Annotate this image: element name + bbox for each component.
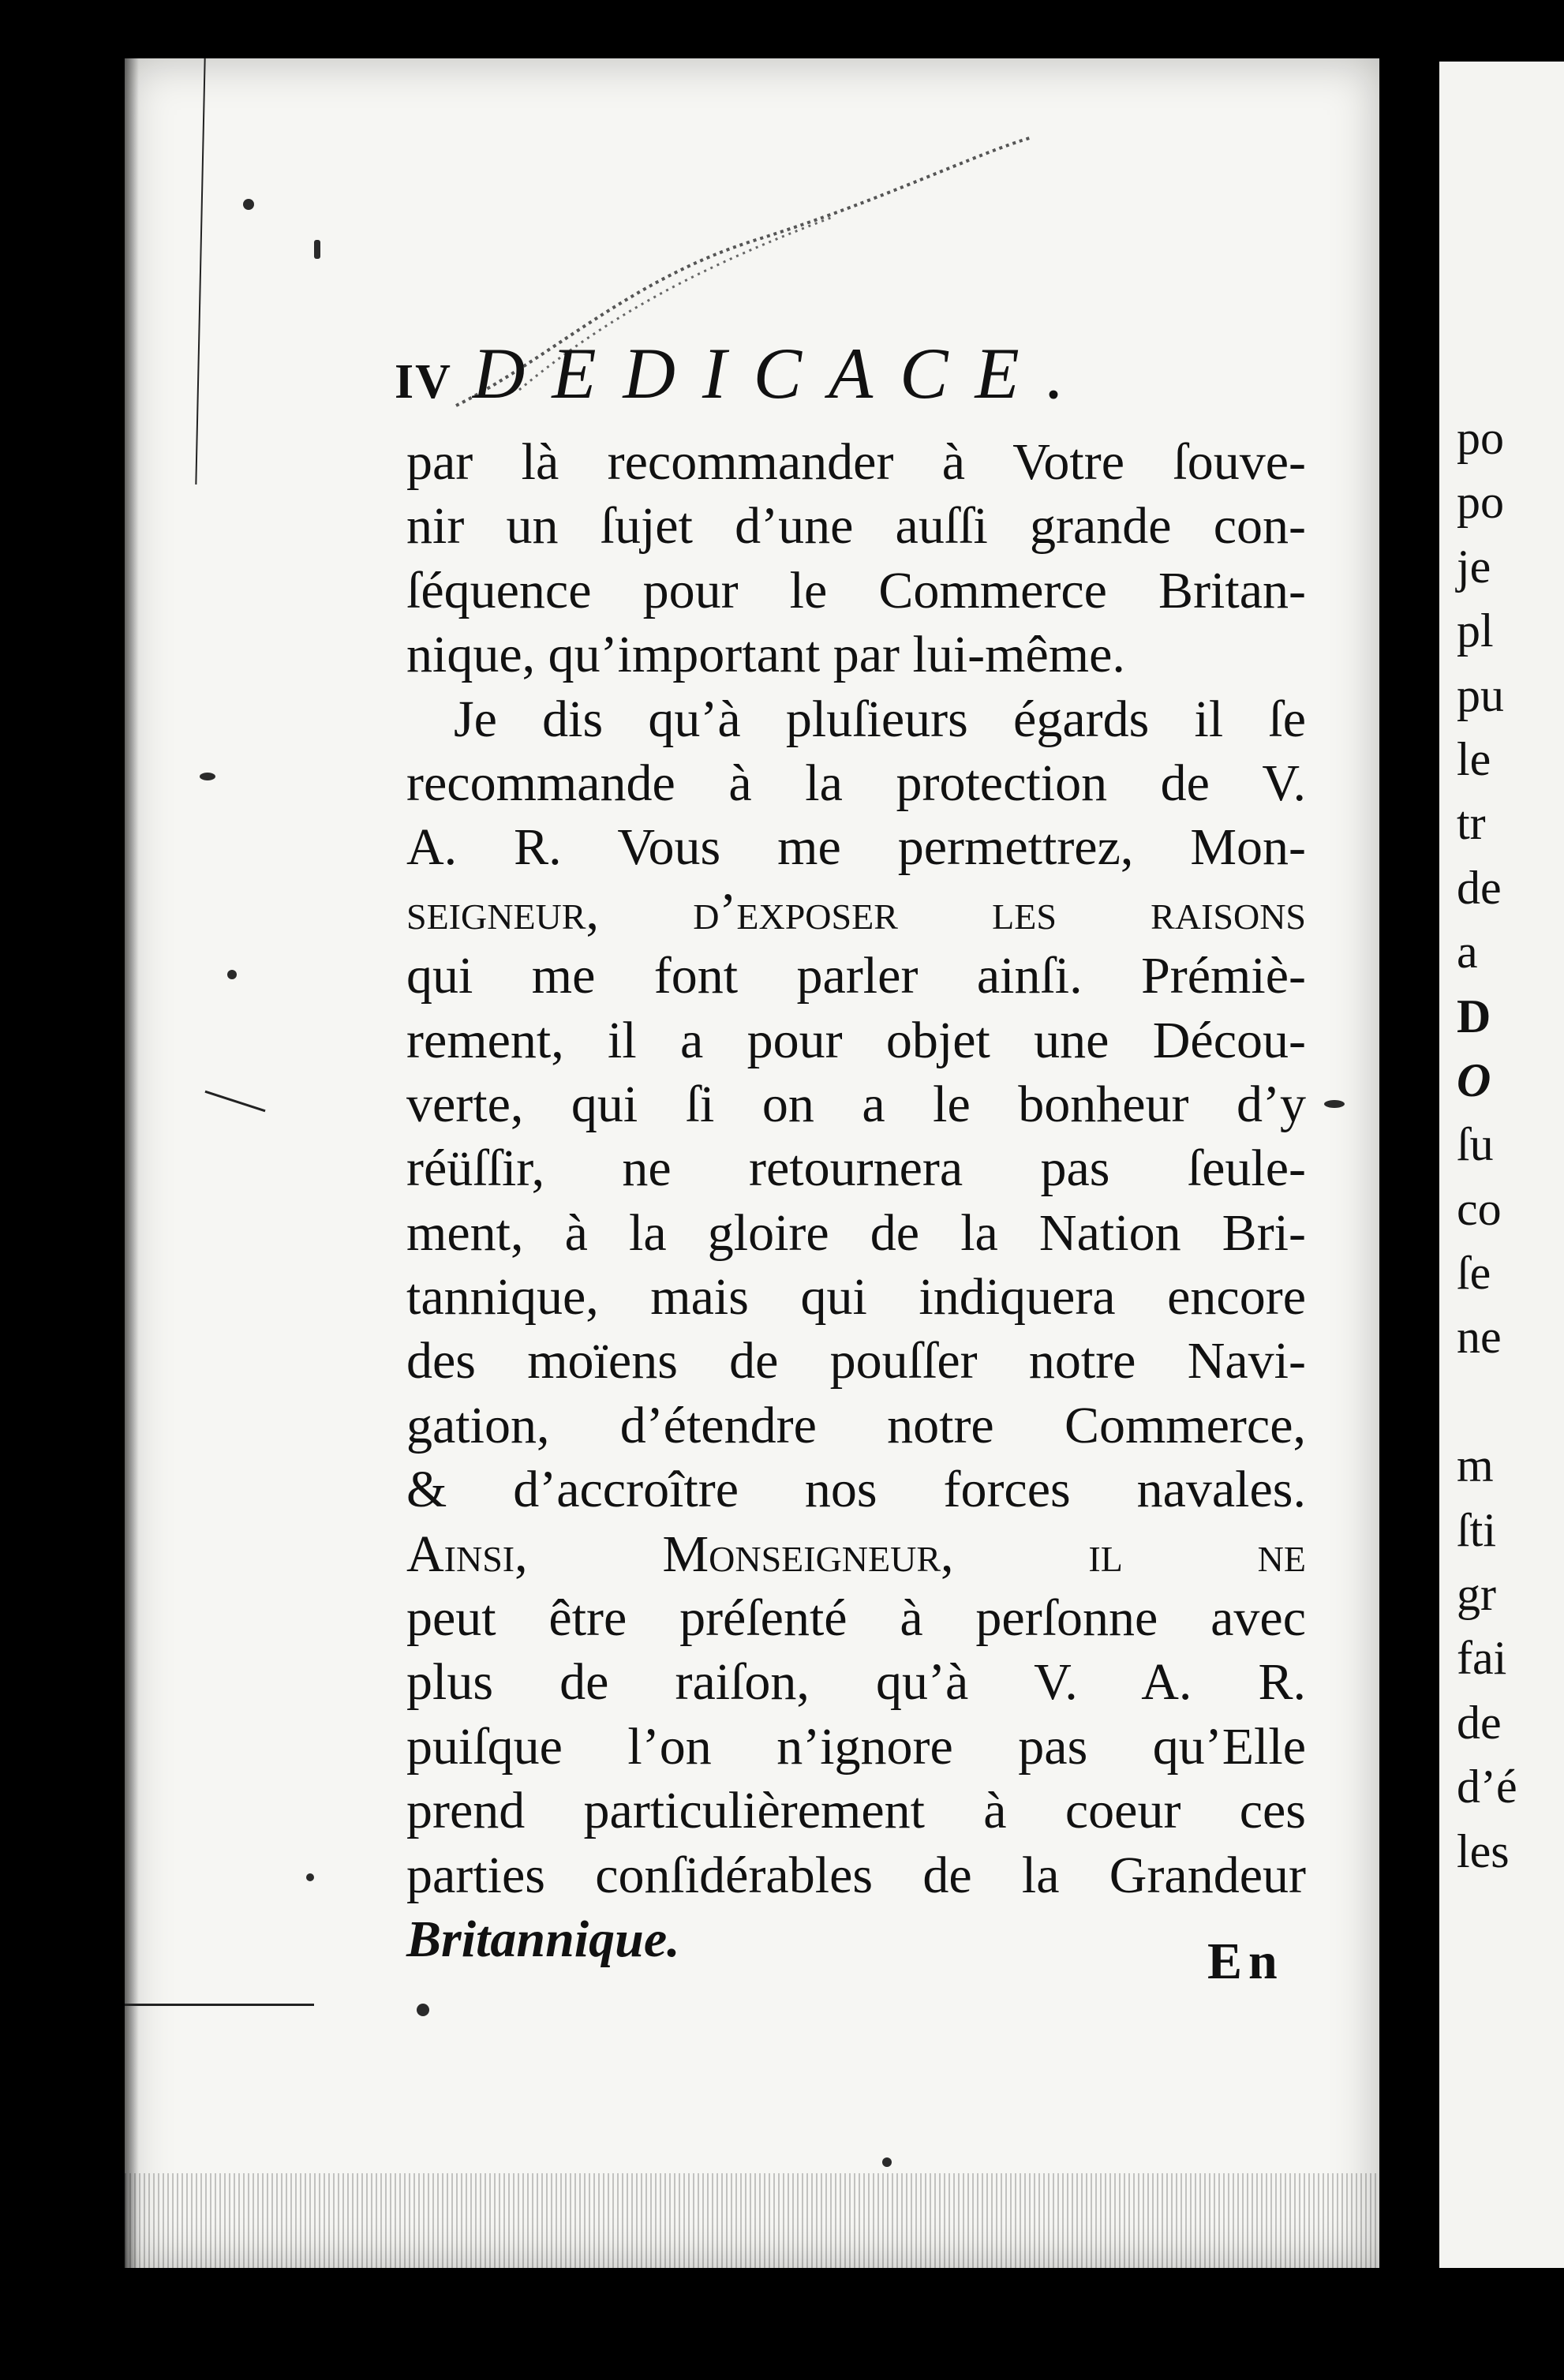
book-page-right-facing (1439, 62, 1564, 2268)
ink-speck (200, 773, 215, 780)
text-line: Ainſi, Monseigneur, il ne (406, 1525, 1306, 1583)
text-line: prend particulièrement à coeur ces (406, 1782, 1306, 1840)
ink-speck (227, 970, 237, 979)
facing-fragment: je (1457, 540, 1491, 593)
text-line: rement, il a pour objet une Décou- (406, 1011, 1306, 1069)
ink-speck (882, 2157, 892, 2167)
ink-speck (417, 2004, 429, 2016)
text-line: puiſque l’on n’ignore pas qu’Elle (406, 1717, 1306, 1776)
facing-fragment: co (1457, 1182, 1502, 1235)
facing-fragment: de (1457, 1696, 1502, 1749)
ink-speck (1324, 1100, 1345, 1108)
text-line: gation, d’étendre notre Commerce, (406, 1396, 1306, 1454)
catchword: En (1207, 1933, 1284, 1990)
margin-rule (195, 58, 205, 485)
running-head (395, 331, 1091, 415)
facing-fragment: ſe (1457, 1247, 1491, 1300)
text-line: nir un ſujet d’une auſſi grande con- (406, 497, 1306, 556)
facing-fragment: pu (1457, 668, 1504, 721)
facing-fragment: ne (1457, 1311, 1502, 1364)
text-line: ſéquence pour le Commerce Britan- (406, 561, 1306, 619)
facing-fragment: d’é (1457, 1761, 1517, 1813)
ink-speck (306, 1873, 314, 1881)
text-line: plus de raiſon, qu’à V. A. R. (406, 1653, 1306, 1712)
text-line: recommande à la protection de V. (406, 754, 1306, 812)
facing-fragment: tr (1457, 797, 1486, 850)
facing-fragment: po (1457, 476, 1504, 529)
ink-speck (314, 240, 320, 259)
facing-fragment: gr (1457, 1568, 1496, 1621)
facing-fragment: ſti (1457, 1503, 1497, 1556)
text-line: Je dis qu’à pluſieurs égards il ſe (454, 690, 1306, 748)
text-line: ment, à la gloire de la Nation Bri- (406, 1203, 1306, 1262)
text-line: A. R. Vous me permettrez, Mon- (406, 818, 1306, 877)
facing-fragment: m (1457, 1439, 1494, 1492)
facing-fragment: O (1457, 1053, 1491, 1106)
facing-fragment: de (1457, 861, 1502, 914)
text-line: nique, qu’important par lui-même. (406, 626, 1125, 684)
facing-fragment: le (1457, 732, 1491, 785)
text-line: & d’accroître nos forces navales. (406, 1461, 1306, 1519)
text-line: tannique, mais qui indiquera encore (406, 1268, 1306, 1327)
text-line: des moïens de pouſſer notre Navi- (406, 1332, 1306, 1390)
ruled-stroke (204, 1091, 265, 1113)
book-page-left (125, 58, 1379, 2268)
facing-fragment: D (1457, 990, 1491, 1042)
ink-speck (243, 199, 254, 210)
facing-fragment: po (1457, 412, 1504, 464)
text-line: Britannique. (406, 1910, 680, 1968)
text-line: réüſſir, ne retournera pas ſeule- (406, 1139, 1306, 1198)
facing-fragment: les (1457, 1824, 1510, 1877)
text-line: verte, qui ſi on a le bonheur d’y (406, 1075, 1306, 1133)
ruled-stroke (125, 2004, 314, 2006)
text-line: seigneur, d’expoſer les raiſons (406, 882, 1306, 941)
facing-fragment: ſu (1457, 1118, 1494, 1171)
facing-fragment: fai (1457, 1632, 1507, 1685)
page-gutter (1379, 58, 1439, 2268)
running-head-title: DEDICACE. (472, 333, 1091, 414)
body-text (406, 430, 1306, 1971)
facing-text-fragments (1457, 406, 1564, 1884)
text-line: par là recommander à Votre ſouve- (406, 433, 1306, 491)
facing-fragment: pl (1457, 604, 1494, 657)
facing-fragment: a (1457, 926, 1478, 979)
folio-number: IV (395, 355, 452, 409)
facing-fragment (1457, 1370, 1564, 1434)
text-line: parties conſidérables de la Grandeur (406, 1846, 1306, 1904)
text-line: qui me font parler ainſi. Prémiè- (406, 947, 1306, 1005)
text-line: peut être préſenté à perſonne avec (406, 1589, 1306, 1648)
